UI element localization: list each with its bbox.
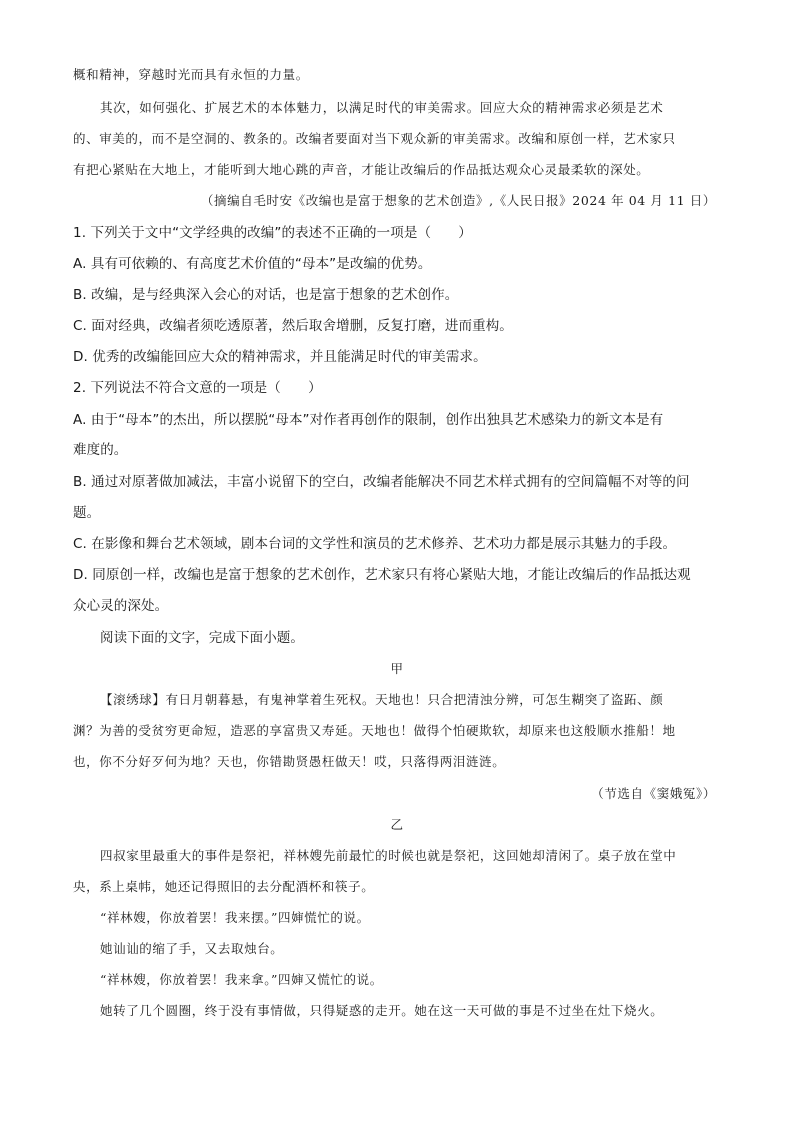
question2-option-c: C. 在影像和舞台艺术领域，剧本台词的文学性和演员的艺术修养、艺术功力都是展示其魅力的手段。 [73,536,677,552]
yi-line6: 她转了几个圆圈，终于没有事情做，只得疑惑的走开。她在这一天可做的事是不过坐在灶下烧火。 [100,1003,664,1018]
yi-line2: 央，系上桌帏，她还记得照旧的去分配酒杯和筷子。 [73,879,375,894]
question1-option-a: A. 具有可依赖的、有高度艺术价值的“母本”是改编的优势。 [73,256,432,272]
question2-option-b-line1: B. 通过对原著做加减法，丰富小说留下的空白，改编者能解决不同艺术样式拥有的空间篇幅不对等的问 [73,474,690,490]
question1-option-b: B. 改编，是与经典深入会心的对话，也是富于想象的艺术创作。 [73,287,459,303]
reading-instruction: 阅读下面的文字，完成下面小题。 [100,630,304,646]
passage1-source: （摘编自毛时安《改编也是富于想象的艺术创造》,《人民日报》2024 年 04 月 11 日） [200,193,716,208]
question2-option-d-line2: 众心灵的深处。 [73,598,169,614]
question1-option-c: C. 面对经典，改编者须吃透原著，然后取舍增删，反复打磨，进而重构。 [73,318,513,334]
jia-line1: 【滚绣球】有日月朝暮悬，有鬼神掌着生死权。天地也！只合把清浊分辨，可怎生糊突了盗跖、颜 [100,692,664,707]
passage1-para2-line3: 有把心紧贴在大地上，才能听到大地心跳的声音，才能让改编后的作品抵达观众心灵最柔软的深处。 [73,162,650,177]
section-yi-label: 乙 [390,817,404,832]
question2-option-d-line1: D. 同原创一样，改编也是富于想象的艺术创作，艺术家只有将心紧贴大地，才能让改编后的作品抵达观 [73,567,691,583]
yi-line5: “祥林嫂，你放着罢！我来拿。”四婶又慌忙的说。 [100,972,383,987]
jia-line3: 也，你不分好歹何为地？天也，你错勘贤愚枉做天！哎，只落得两泪涟涟。 [73,754,506,769]
passage1-tail: 概和精神，穿越时光而具有永恒的力量。 [73,67,309,82]
question1-option-d: D. 优秀的改编能回应大众的精神需求，并且能满足时代的审美需求。 [73,349,487,365]
passage1-para2-line1: 其次，如何强化、扩展艺术的本体魅力，以满足时代的审美需求。回应大众的精神需求必须是艺术 [100,100,664,115]
question1-stem: 1. 下列关于文中“文学经典的改编”的表述不正确的一项是（ ） [73,225,472,241]
jia-line2: 渊？为善的受贫穷更命短，造恶的享富贵又寿延。天地也！做得个怕硬欺软，却原来也这般顺水推船！地 [73,723,676,738]
yi-line1: 四叔家里最重大的事件是祭祀，祥林嫂先前最忙的时候也就是祭祀，这回她却清闲了。桌子放在堂中 [100,848,677,863]
question2-stem: 2. 下列说法不符合文意的一项是（ ） [73,380,322,396]
yi-line3: “祥林嫂，你放着罢！我来摆。”四婶慌忙的说。 [100,910,370,925]
yi-line4: 她讪讪的缩了手，又去取烛台。 [100,941,284,956]
question2-option-a-line1: A. 由于“母本”的杰出，所以摆脱“母本”对作者再创作的限制，创作出独具艺术感染力的新文本是有 [73,412,664,428]
passage1-para2-line2: 的、审美的，而不是空洞的、教条的。改编者要面对当下观众新的审美需求。改编和原创一样，艺术家只 [73,131,676,146]
question2-option-a-line2: 难度的。 [73,442,128,458]
section-jia-label: 甲 [390,661,404,676]
jia-source: （节选自《窦娥冤》） [591,786,716,801]
question2-option-b-line2: 题。 [73,505,101,521]
